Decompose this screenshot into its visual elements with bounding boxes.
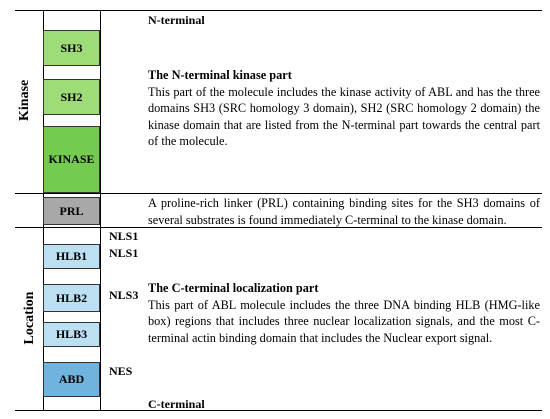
nls1-signal-1: NLS1 [109,229,139,243]
nls1-signal-2: NLS1 [109,246,139,260]
location-description [148,280,540,346]
sh2-domain: SH2 [43,79,100,115]
kinase-description [148,67,540,150]
hlb2-domain: HLB2 [43,284,100,312]
kinase-prl-divider [15,193,542,194]
hlb3-domain: HLB3 [43,322,100,347]
kinase-section-label: Kinase [17,79,32,121]
n-terminal-label: N-terminal [148,13,205,27]
kinase-description-text: This part of the molecule includes the kinase activity of ABL and has the three domains SH3 (SRC homology 3 domain), SH2 (SRC homology 2 domain) the kinase domain that are listed from the N-terminal part towards the central part of the molecule. [148,84,540,148]
chain-column-divider [100,10,101,410]
nls3-signal: NLS3 [109,288,139,302]
abd-domain: ABD [43,362,100,397]
table-bottom-border [15,410,542,411]
prl-description [148,195,540,228]
prl-description-text: A proline-rich linker (PRL) containing binding sites for the SH3 domains of several substrates is found immediately C-terminal to the kinase domain. [148,196,540,227]
kinase-description-title: The N-terminal kinase part [148,68,292,82]
prl-domain: PRL [43,197,100,225]
hlb1-domain: HLB1 [43,244,100,269]
kinase-domain: KINASE [43,126,100,193]
location-description-text: This part of ABL molecule includes the three DNA binding HLB (HMG-like box) regions that includes three nuclear localization signals, and the most C-terminal actin binding domain that includes the Nuclear export signal. [148,297,540,345]
location-description-title: The C-terminal localization part [148,281,319,295]
table-top-border [15,10,542,11]
nes-signal: NES [109,364,133,378]
sh3-domain: SH3 [43,30,100,66]
c-terminal-label: C-terminal [148,397,205,411]
location-section-label: Location [22,291,37,345]
